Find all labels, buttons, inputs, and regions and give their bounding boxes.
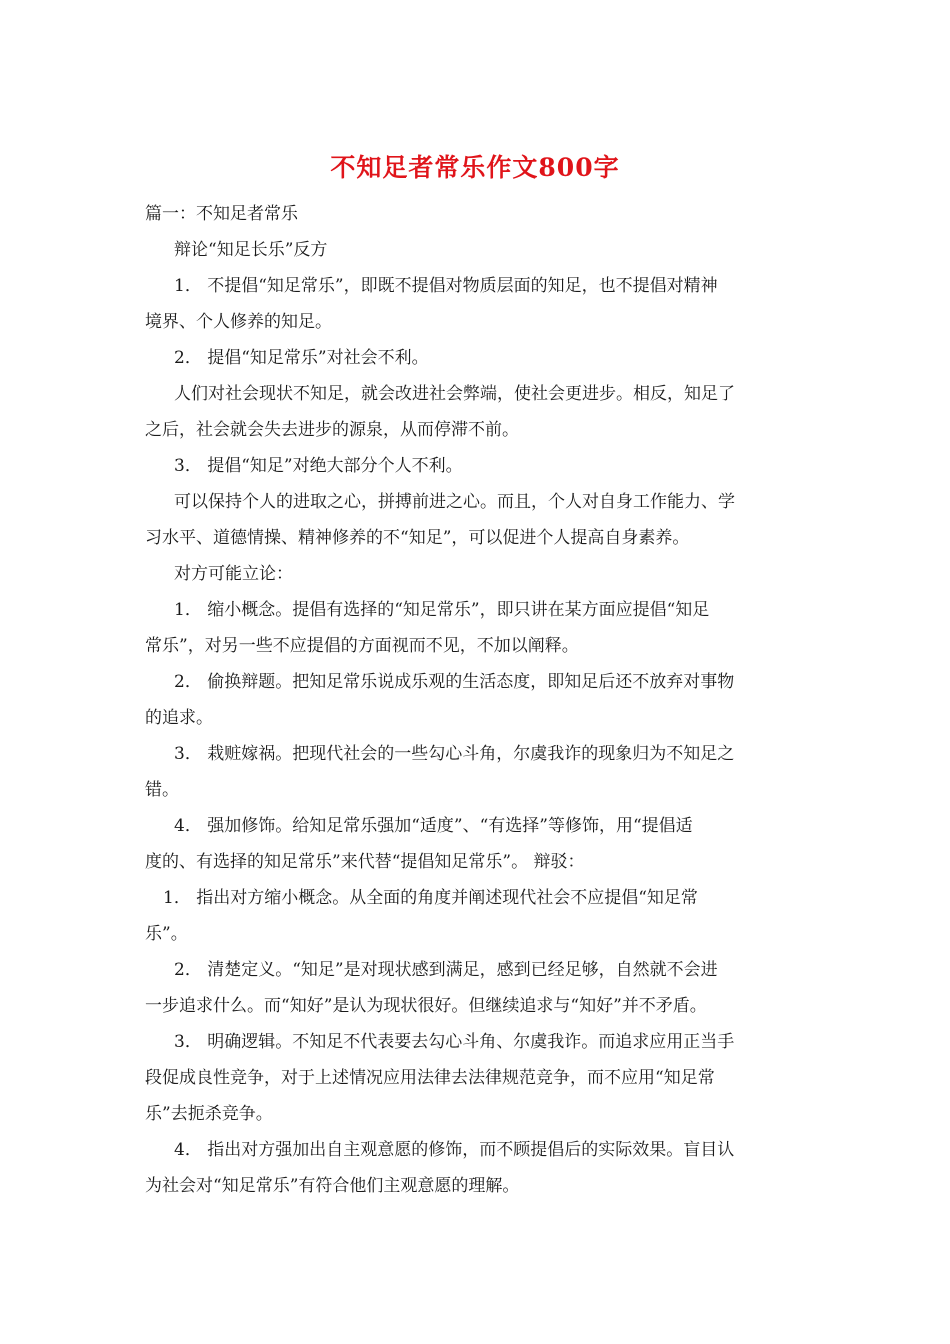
section-heading: 篇一：不知足者常乐: [145, 204, 298, 224]
paragraph-line: 2． 偷换辩题。把知足常乐说成乐观的生活态度，即知足后还不放弃对事物: [174, 672, 735, 692]
paragraph-line: 为社会对“知足常乐”有符合他们主观意愿的理解。: [145, 1176, 520, 1196]
paragraph-line: 1． 不提倡“知足常乐”，即既不提倡对物质层面的知足，也不提倡对精神: [174, 276, 718, 296]
document-title: 不知足者常乐作文800字: [330, 153, 620, 182]
paragraph-line: 常乐”，对另一些不应提倡的方面视而不见，不加以阐释。: [145, 636, 579, 656]
paragraph-line: 3． 栽赃嫁祸。把现代社会的一些勾心斗角，尔虞我诈的现象归为不知足之: [174, 744, 735, 764]
paragraph-line: 境界、个人修养的知足。: [145, 312, 332, 332]
paragraph-line: 4． 强加修饰。给知足常乐强加“适度”、“有选择”等修饰，用“提倡适: [174, 816, 693, 836]
paragraph-line: 的追求。: [145, 708, 213, 728]
paragraph-line: 3． 提倡“知足”对绝大部分个人不利。: [174, 456, 463, 476]
paragraph-line: 之后，社会就会失去进步的源泉，从而停滞不前。: [145, 420, 519, 440]
paragraph-line: 可以保持个人的进取之心，拼搏前进之心。而且，个人对自身工作能力、学: [174, 492, 735, 512]
paragraph-line: 一步追求什么。而“知好”是认为现状很好。但继续追求与“知好”并不矛盾。: [145, 996, 707, 1016]
paragraph-line: 1． 指出对方缩小概念。从全面的角度并阐述现代社会不应提倡“知足常: [163, 888, 698, 908]
paragraph-line: 对方可能立论：: [174, 564, 293, 584]
paragraph-line: 3． 明确逻辑。不知足不代表要去勾心斗角、尔虞我诈。而追求应用正当手: [174, 1032, 735, 1052]
paragraph-line: 乐”。: [145, 924, 188, 944]
paragraph-line: 习水平、道德情操、精神修养的不“知足”，可以促进个人提高自身素养。: [145, 528, 690, 548]
paragraph-line: 错。: [145, 780, 179, 800]
paragraph-line: 2． 提倡“知足常乐”对社会不利。: [174, 348, 429, 368]
paragraph-line: 人们对社会现状不知足，就会改进社会弊端，使社会更进步。相反，知足了: [174, 384, 735, 404]
document-body: [145, 196, 810, 1204]
paragraph-line: 4． 指出对方强加出自主观意愿的修饰，而不顾提倡后的实际效果。盲目认: [174, 1140, 735, 1160]
paragraph-line: 段促成良性竞争，对于上述情况应用法律去法律规范竞争，而不应用“知足常: [145, 1068, 715, 1088]
paragraph-line: 1． 缩小概念。提倡有选择的“知足常乐”，即只讲在某方面应提倡“知足: [174, 600, 710, 620]
paragraph-line: 乐”去扼杀竞争。: [145, 1104, 273, 1124]
paragraph-line: 度的、有选择的知足常乐”来代替“提倡知足常乐”。 辩驳：: [145, 852, 585, 872]
paragraph-line: 辩论“知足长乐”反方: [174, 240, 328, 260]
paragraph-line: 2． 清楚定义。“知足”是对现状感到满足，感到已经足够，自然就不会进: [174, 960, 718, 980]
